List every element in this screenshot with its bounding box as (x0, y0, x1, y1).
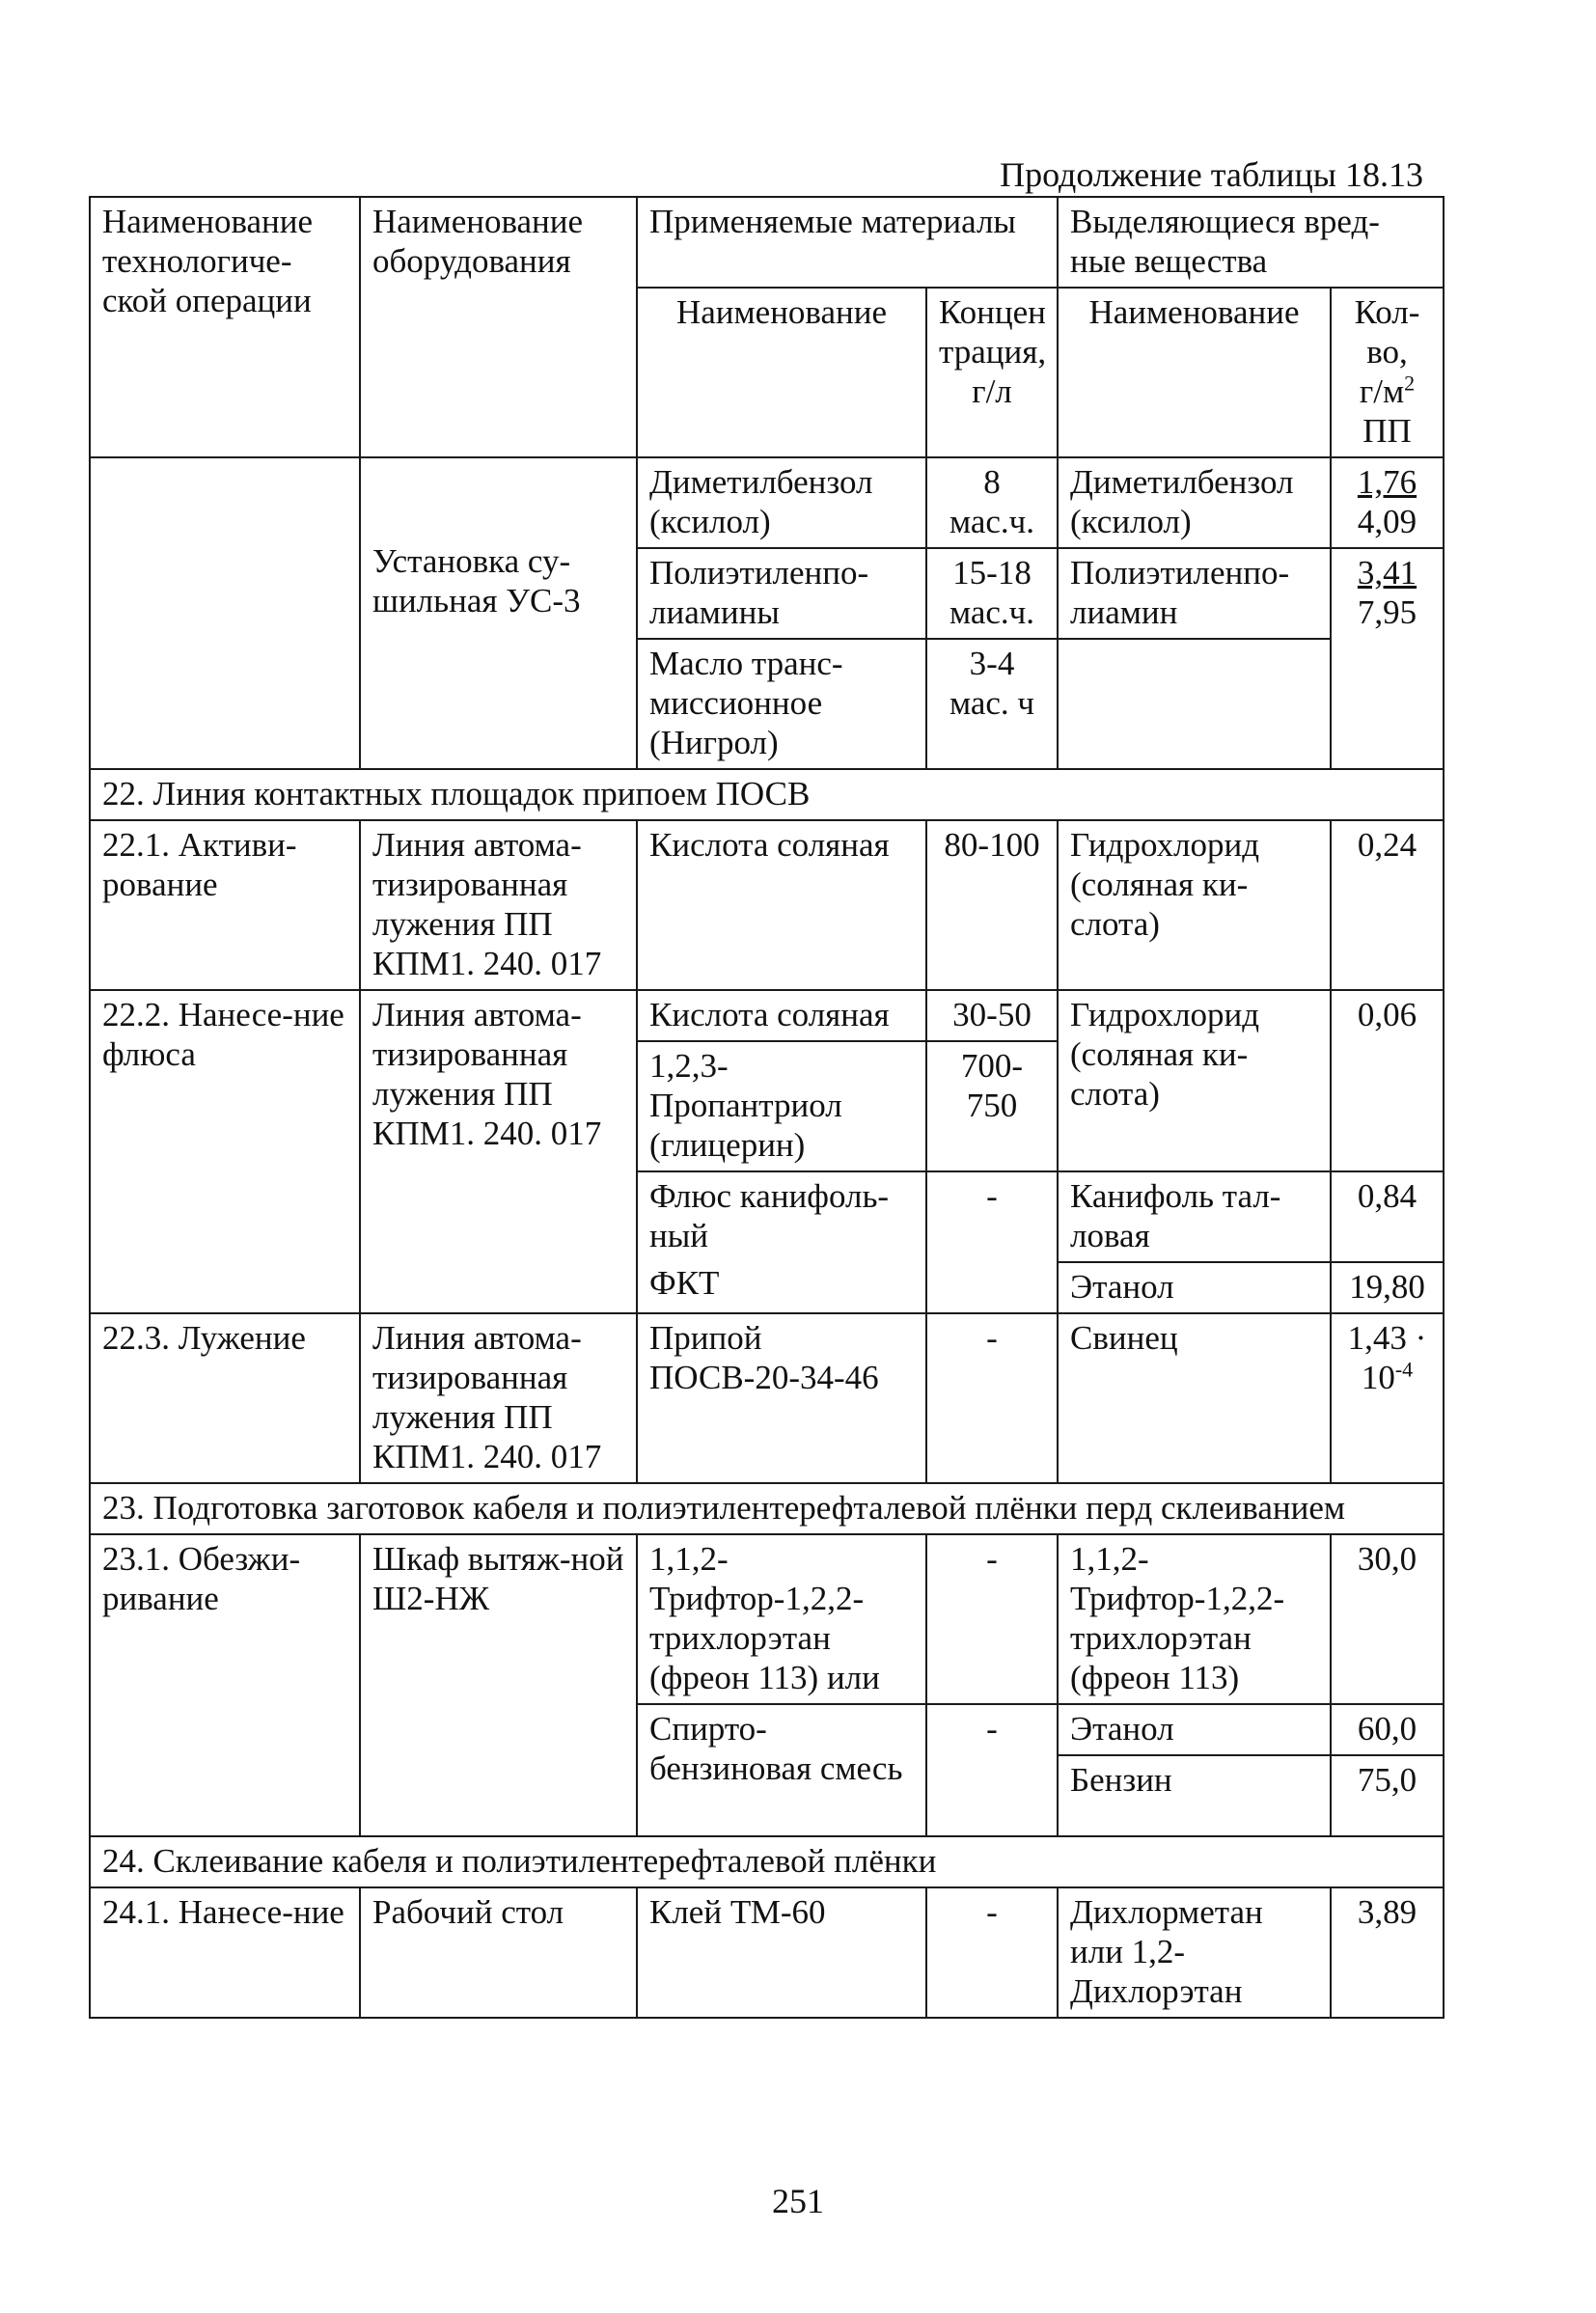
cell-quantity: 60,0 (1331, 1704, 1444, 1755)
cell-equipment: Линия автома-тизированная лужения ПП КПМ1. 240. 017 (360, 1313, 637, 1483)
cell-equipment: Линия автома-тизированная лужения ПП КПМ1. 240. 017 (360, 820, 637, 990)
cell-operation: 22.2. Нанесе-ние флюса (90, 990, 360, 1313)
cell-material: Клей ТМ-60 (637, 1887, 926, 2018)
cell-material: 1,2,3-Пропантриол (глицерин) (637, 1041, 926, 1171)
header-materials: Применяемые материалы (637, 197, 1058, 288)
cell-operation: 22.1. Активи-рование (90, 820, 360, 990)
section-row (90, 1483, 1444, 1534)
cell-material: Спирто-бензиновая смесь (637, 1704, 926, 1836)
cell-quantity (1331, 548, 1444, 769)
cell-emission: Этанол (1058, 1262, 1331, 1313)
header-qty-pp: ПП (1362, 412, 1412, 450)
cell-emission: Диметилбензол (ксилол) (1058, 457, 1331, 548)
table-row (90, 1887, 1444, 2018)
header-quantity (1331, 288, 1444, 457)
header-qty-label: Кол-во, (1354, 293, 1420, 371)
header-emission-name: Наименование (1058, 288, 1331, 457)
cell-quantity (1331, 457, 1444, 548)
table-row (90, 1534, 1444, 1704)
header-row (90, 197, 1444, 288)
cell-concentration: - (926, 1887, 1058, 2018)
cell-concentration: 80-100 (926, 820, 1058, 990)
table-row (90, 457, 1444, 548)
cell-quantity: 3,89 (1331, 1887, 1444, 2018)
cell-equipment: Шкаф вытяж-ной Ш2-НЖ (360, 1534, 637, 1836)
cell-quantity: 0,84 (1331, 1171, 1444, 1262)
qty-line-1: 1,43 · (1347, 1319, 1427, 1357)
table-row (90, 990, 1444, 1041)
table-row (90, 820, 1444, 990)
qty-exponent: -4 (1394, 1357, 1414, 1382)
cell-operation: 22.3. Лужение (90, 1313, 360, 1483)
cell-emission: Свинец (1058, 1313, 1331, 1483)
cell-emission: Полиэтиленпо-лиамин (1058, 548, 1331, 639)
section-row (90, 769, 1444, 820)
cell-concentration: 15-18 мас.ч. (926, 548, 1058, 639)
header-qty-unit: г/м (1359, 372, 1405, 410)
cell-quantity: 0,06 (1331, 990, 1444, 1171)
header-emissions: Выделяющиеся вред-ные вещества (1058, 197, 1444, 288)
material-line-2: ФКТ (649, 1264, 720, 1302)
header-material-name: Наименование (637, 288, 926, 457)
cell-equipment: Установка су-шильная УС-3 (360, 457, 637, 769)
section-row (90, 1836, 1444, 1887)
cell-quantity: 75,0 (1331, 1755, 1444, 1836)
cell-operation (90, 457, 360, 769)
cell-equipment: Линия автома-тизированная лужения ПП КПМ1. 240. 017 (360, 990, 637, 1313)
material-line-1: Флюс канифоль-ный (649, 1177, 890, 1254)
cell-concentration: - (926, 1704, 1058, 1836)
header-concentration: Концен трация, г/л (926, 288, 1058, 457)
cell-emission (1058, 639, 1331, 769)
cell-concentration: - (926, 1313, 1058, 1483)
cell-emission: Дихлорметан или 1,2-Дихлорэтан (1058, 1887, 1331, 2018)
qty-line-2: 10 (1361, 1359, 1395, 1396)
cell-concentration: - (926, 1171, 1058, 1313)
header-operation: Наименование технологиче-ской операции (90, 197, 360, 457)
table-row (90, 1313, 1444, 1483)
cell-emission: 1,1,2-Трифтор-1,2,2-трихлорэтан (фреон 113) (1058, 1534, 1331, 1704)
cell-emission: Канифоль тал-ловая (1058, 1171, 1331, 1262)
cell-quantity (1331, 1313, 1444, 1483)
header-equipment: Наименование оборудования (360, 197, 637, 457)
page-number: 251 (772, 2182, 824, 2220)
section-title: 22. Линия контактных площадок припоем ПОСВ (90, 769, 1444, 820)
qty-line-2: 4,09 (1357, 503, 1417, 540)
cell-concentration: 3-4 мас. ч (926, 639, 1058, 769)
cell-emission: Бензин (1058, 1755, 1331, 1836)
cell-quantity: 19,80 (1331, 1262, 1444, 1313)
cell-material: Масло транс-миссионное (Нигрол) (637, 639, 926, 769)
cell-material: 1,1,2-Трифтор-1,2,2-трихлорэтан (фреон 113) или (637, 1534, 926, 1704)
emissions-table (89, 196, 1445, 2019)
cell-equipment: Рабочий стол (360, 1887, 637, 2018)
cell-material: Кислота соляная (637, 990, 926, 1041)
qty-line-1: 3,41 (1357, 554, 1417, 592)
table-caption: Продолжение таблицы 18.13 (1000, 155, 1423, 194)
cell-material: Диметилбензол (ксилол) (637, 457, 926, 548)
cell-concentration: 30-50 (926, 990, 1058, 1041)
cell-material (637, 1171, 926, 1313)
qty-line-2: 7,95 (1357, 593, 1417, 631)
cell-concentration: - (926, 1534, 1058, 1704)
cell-operation: 24.1. Нанесе-ние (90, 1887, 360, 2018)
section-title: 24. Склеивание кабеля и полиэтилентерефталевой плёнки (90, 1836, 1444, 1887)
cell-emission: Этанол (1058, 1704, 1331, 1755)
cell-concentration: 8 мас.ч. (926, 457, 1058, 548)
cell-material: Полиэтиленпо-лиамины (637, 548, 926, 639)
cell-quantity: 30,0 (1331, 1534, 1444, 1704)
cell-material: Припой ПОСВ-20-34-46 (637, 1313, 926, 1483)
cell-emission: Гидрохлорид (соляная ки-слота) (1058, 990, 1331, 1171)
qty-line-1: 1,76 (1357, 463, 1417, 501)
section-title: 23. Подготовка заготовок кабеля и полиэтилентерефталевой плёнки перд склеиванием (90, 1483, 1444, 1534)
cell-quantity: 0,24 (1331, 820, 1444, 990)
cell-material: Кислота соляная (637, 820, 926, 990)
cell-emission: Гидрохлорид (соляная ки-слота) (1058, 820, 1331, 990)
cell-concentration: 700-750 (926, 1041, 1058, 1171)
cell-operation: 23.1. Обезжи-ривание (90, 1534, 360, 1836)
header-qty-sup: 2 (1404, 371, 1416, 396)
